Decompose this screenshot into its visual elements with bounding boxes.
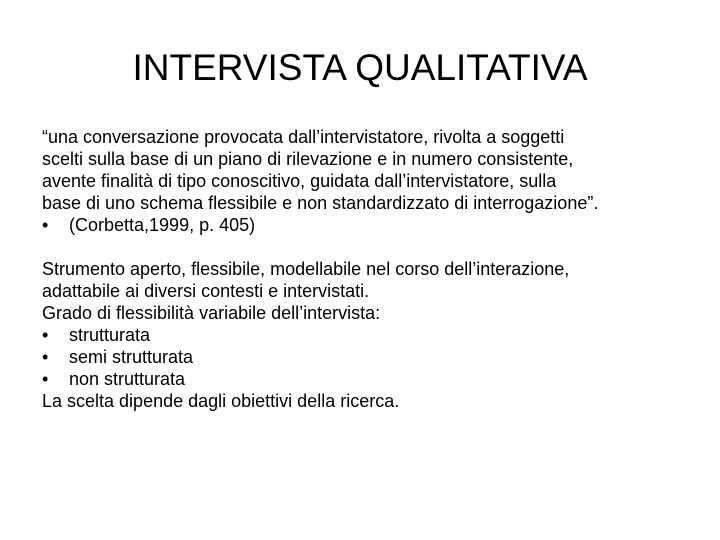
- paragraph-spacer: [42, 236, 692, 258]
- quote-line: “una conversazione provocata dall’intervistatore, rivolta a soggetti: [42, 127, 565, 147]
- bullet-icon: •: [42, 215, 49, 235]
- citation-text: (Corbetta,1999, p. 405): [69, 215, 256, 235]
- bullet-icon: •: [42, 325, 49, 345]
- quote-line: avente finalità di tipo conoscitivo, guidata dall’intervistatore, sulla: [42, 171, 557, 191]
- slide-title: INTERVISTA QUALITATIVA: [132, 47, 588, 88]
- list-item: [42, 346, 692, 368]
- list-item-text: non strutturata: [69, 369, 186, 389]
- slide-body: [42, 126, 692, 412]
- description-line: adattabile ai diversi contesti e intervistati.: [42, 281, 370, 301]
- list-item-text: strutturata: [69, 325, 151, 345]
- description-line: Strumento aperto, flessibile, modellabile nel corso dell’interazione,: [42, 259, 570, 279]
- quote-line: scelti sulla base di un piano di rilevazione e in numero consistente,: [42, 149, 574, 169]
- definition-quote: [42, 126, 692, 214]
- bullet-icon: •: [42, 369, 49, 389]
- description-line: Grado di flessibilità variabile dell’intervista:: [42, 303, 381, 323]
- citation-item: [42, 214, 692, 236]
- list-item: [42, 324, 692, 346]
- bullet-icon: •: [42, 347, 49, 367]
- description: [42, 258, 692, 324]
- list-item-text: semi strutturata: [69, 347, 194, 367]
- quote-line: base di uno schema flessibile e non standardizzato di interrogazione”.: [42, 193, 599, 213]
- list-item: [42, 368, 692, 390]
- conclusion-text: La scelta dipende dagli obiettivi della ricerca.: [42, 391, 400, 411]
